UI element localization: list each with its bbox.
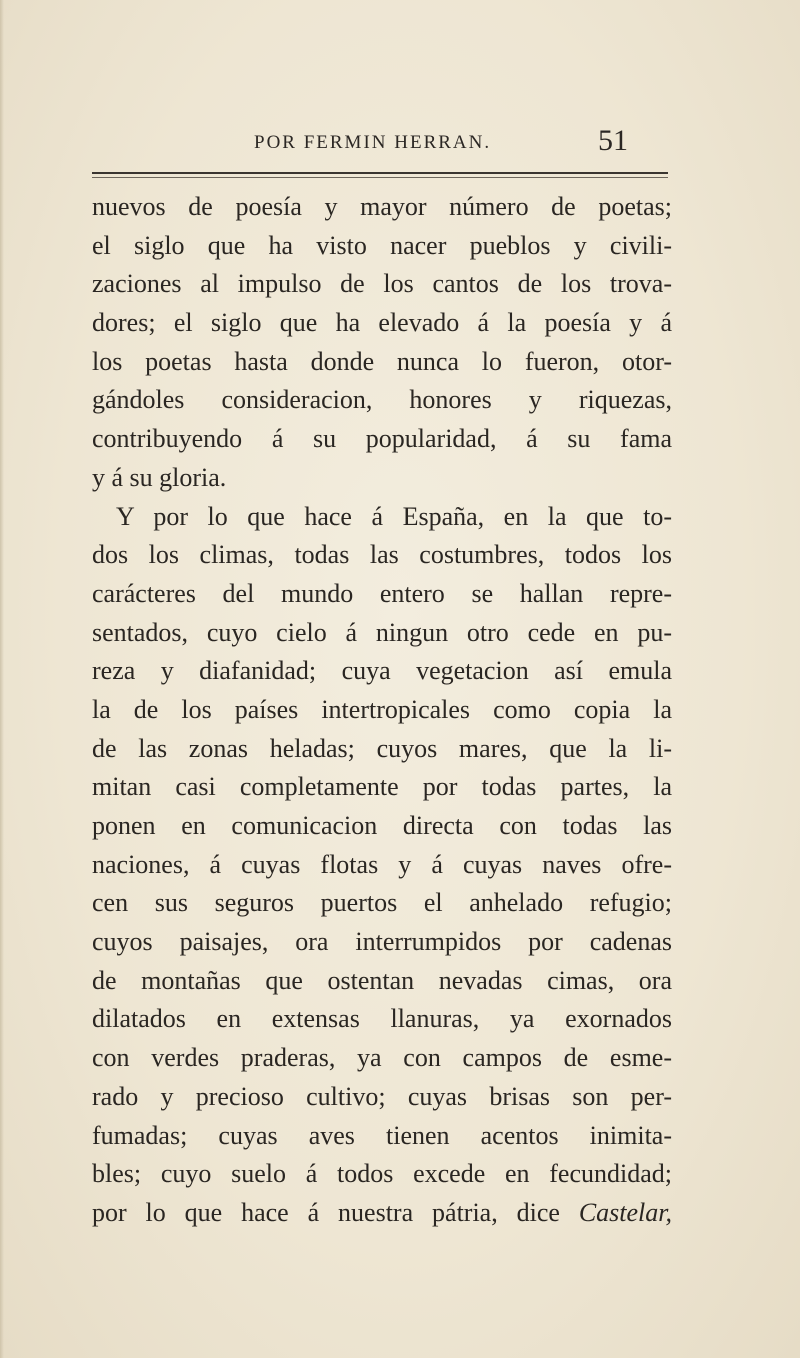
- page-edge-shadow: [0, 0, 4, 1358]
- text-line: naciones, á cuyas flotas y á cuyas naves ofre-: [92, 849, 672, 879]
- paragraph-start-line: Y por lo que hace á España, en la que to-: [116, 501, 672, 531]
- text-line: y á su gloria.: [92, 462, 227, 492]
- text-line: cuyos paisajes, ora interrumpidos por cadenas: [92, 927, 672, 957]
- text-line: de montañas que ostentan nevadas cimas, ora: [92, 965, 672, 995]
- text-line: bles; cuyo suelo á todos excede en fecundidad;: [92, 1159, 672, 1189]
- text-line: rado y precioso cultivo; cuyas brisas son per-: [92, 1081, 672, 1111]
- header-rule-thin: [92, 177, 668, 178]
- final-text-line: [92, 1194, 672, 1233]
- text-line: gándoles consideracion, honores y riquezas,: [92, 385, 672, 415]
- text-line: dores; el siglo que ha elevado á la poesía y á: [92, 308, 672, 338]
- page-number: 51: [598, 124, 628, 157]
- text-line: fumadas; cuyas aves tienen acentos inimita-: [92, 1120, 672, 1150]
- text-line: el siglo que ha visto nacer pueblos y civili-: [92, 230, 672, 260]
- text-line: dilatados en extensas llanuras, ya exornados: [92, 1004, 672, 1034]
- text-line: contribuyendo á su popularidad, á su fama: [92, 424, 672, 454]
- text-line: de las zonas heladas; cuyos mares, que la li-: [92, 733, 672, 763]
- text-line: ponen en comunicacion directa con todas las: [92, 811, 672, 840]
- text-line: sentados, cuyo cielo á ningun otro cede en pu-: [92, 617, 672, 647]
- text-line: nuevos de poesía y mayor número de poetas;: [92, 192, 672, 221]
- text-line: carácteres del mundo entero se hallan repre-: [92, 578, 672, 608]
- header-rule-thick: [92, 172, 668, 174]
- text-line: los poetas hasta donde nunca lo fueron, otor-: [92, 346, 672, 376]
- running-title: POR FERMIN HERRAN.: [254, 132, 492, 153]
- text-line: reza y diafanidad; cuya vegetacion así emula: [92, 656, 672, 686]
- text-line: dos los climas, todas las costumbres, todos los: [92, 540, 672, 570]
- text-line: zaciones al impulso de los cantos de los trova-: [92, 269, 672, 299]
- text-line: cen sus seguros puertos el anhelado refugio;: [92, 888, 672, 918]
- body-text: [92, 188, 672, 1233]
- page-header: [92, 120, 670, 164]
- text-line: la de los países intertropicales como copia la: [92, 694, 672, 724]
- text-line: con verdes praderas, ya con campos de esme-: [92, 1043, 672, 1073]
- text-line: mitan casi completamente por todas partes, la: [92, 772, 672, 802]
- author-name-italic: Castelar,: [578, 1197, 672, 1227]
- final-line-text: por lo que hace á nuestra pátria, dice: [92, 1197, 579, 1227]
